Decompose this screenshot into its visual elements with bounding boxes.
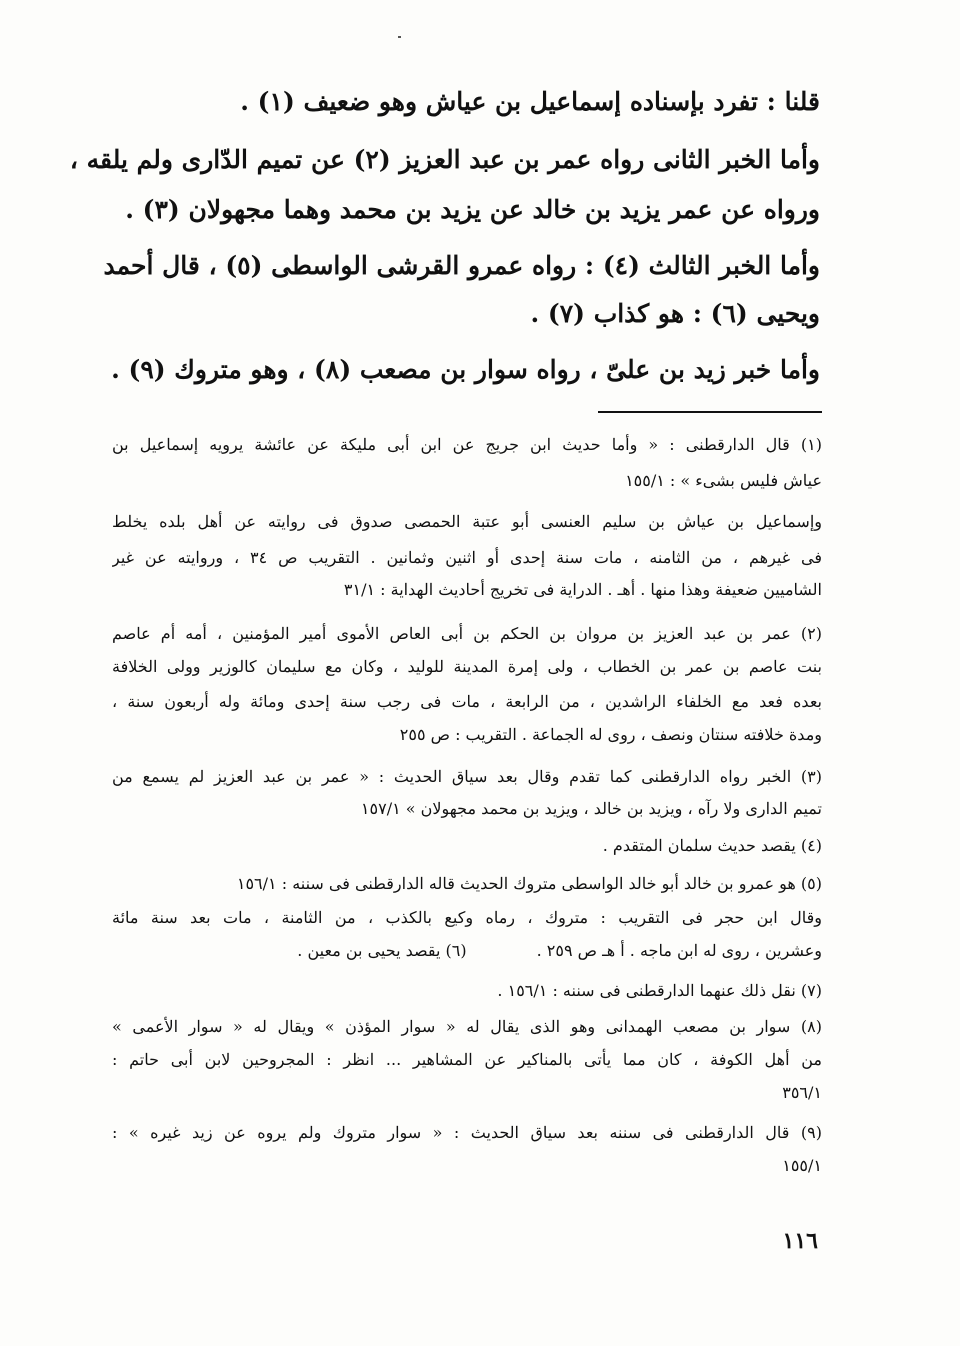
footnote-line: (٢) عمر بن عبد العزيز بن مروان بن الحكم بن أبى العاص الأموى أمير المؤمنين ، أمه أم عاصم: [112, 624, 822, 643]
footnote-divider: [598, 411, 822, 413]
footnote-line: (٧) نقل ذلك عنهما الدارقطنى فى سننه : ١٥٦/١ .: [497, 981, 822, 1000]
footnote-line: (٨) سوار بن مصعب الهمدانى وهو الذى يقال له « سوار المؤذن » ويقال له « سوار الأعمى »: [112, 1017, 822, 1036]
footnote-line: ٣٥٦/١: [782, 1083, 822, 1102]
body-line-3: ورواه عن عمر يزيد بن خالد عن يزيد بن محمد وهما مجهولان (٣) .: [125, 195, 820, 224]
footnote-line: (٩) قال الدارقطنى فى سننه بعد سياق الحديث : « سوار متروك ولم يروه عن زيد غيره » :: [112, 1123, 822, 1142]
footnote-line: (١) قال الدارقطنى : « وأما حديث ابن جريج عن ابن أبى مليكة عن عائشة يرويه إسماعيل بن: [112, 435, 822, 454]
footnote-line: [112, 938, 822, 964]
footnote-line: (٣) الخبر رواه الدارقطنى كما تقدم وقال بعد سياق الحديث : « عمر بن عبد العزيز لم يسمع من: [112, 767, 822, 786]
scan-speck: [398, 36, 401, 38]
footnote-line: تميم الدارى ولا رآه ، ويزيد بن خالد ، ويزيد بن محمد مجهولان » ١٥٧/١: [360, 799, 822, 818]
footnote-line: ومدة خلافته سنتان ونصف ، روى له الجماعة . التقريب : ص ٢٥٥: [399, 725, 822, 744]
footnote-line: (٥) هو عمرو بن خالد أبو خالد الواسطى متروك الحديث قاله الدارقطنى فى سننه : ١٥٦/١: [236, 874, 822, 893]
footnote-line: عياش فليس بشىء » : ١٥٥/١: [625, 471, 822, 490]
footnote-line: (٤) يقصد حديث سلمان المتقدم .: [602, 836, 822, 855]
footnote-5-tail: وعشرين ، روى له ابن ماجه . أ هـ ص ٢٥٩ .: [536, 941, 822, 960]
footnote-line: بعده فعد مع الخلفاء الراشدين ، من الرابعة ، مات فى رجب سنة إحدى ومائة وله أربعون سنة ،: [112, 692, 822, 711]
footnote-line: الشاميين ضعيفة وهذا منها . أهـ . الدراية فى تخريج أحاديث الهداية : ٣١/١: [343, 580, 822, 599]
body-line-6: وأما خبر زيد بن علىّ ، رواه سوار بن مصعب (٨) ، وهو متروك (٩) .: [111, 355, 820, 384]
footnote-line: بنت عاصم بن عمر بن الخطاب ، ولى إمرة المدينة للوليد ، وكان مع سليمان كالوزير وولى الخلافة: [112, 657, 822, 676]
body-line-2: وأما الخبر الثانى رواه عمر بن عبد العزيز (٢) عن تميم الدّارى ولم يلقه ،: [69, 145, 820, 174]
footnote-line: ١٥٥/١: [782, 1156, 822, 1175]
footnote-6: (٦) يقصد يحيى بن معين .: [297, 941, 467, 960]
footnote-line: من أهل الكوفة ، كان مما يأتى بالمناكير عن المشاهير ... انظر : المجروحين لابن أبى حاتم :: [112, 1050, 822, 1069]
body-line-1: قلنا : تفرد بإسناده إسماعيل بن عياش وهو ضعيف (١) .: [240, 87, 820, 116]
page-number: ١١٦: [782, 1228, 818, 1254]
footnote-line: وإسماعيل بن عياش بن سليم العنسى أبو عتبة الحمصى صدوق فى روايته عن أهل بلده يخلط: [112, 512, 822, 531]
body-line-5: ويحيى (٦) : هو كذاب (٧) .: [530, 299, 820, 328]
body-line-4: وأما الخبر الثالث (٤) : رواه عمرو القرشى الواسطى (٥) ، قال أحمد: [103, 251, 820, 280]
footnote-line: فى غيرهم ، من الثامنه ، مات سنة إحدى أو اثنين وثمانين . التقريب ص ٣٤ ، وروايته عن غير: [112, 548, 822, 567]
footnote-line: وقال ابن حجر فى التقريب : متروك ، رماه وكيع بالكذب ، من الثامنة ، مات بعد سنة مائة: [112, 908, 822, 927]
